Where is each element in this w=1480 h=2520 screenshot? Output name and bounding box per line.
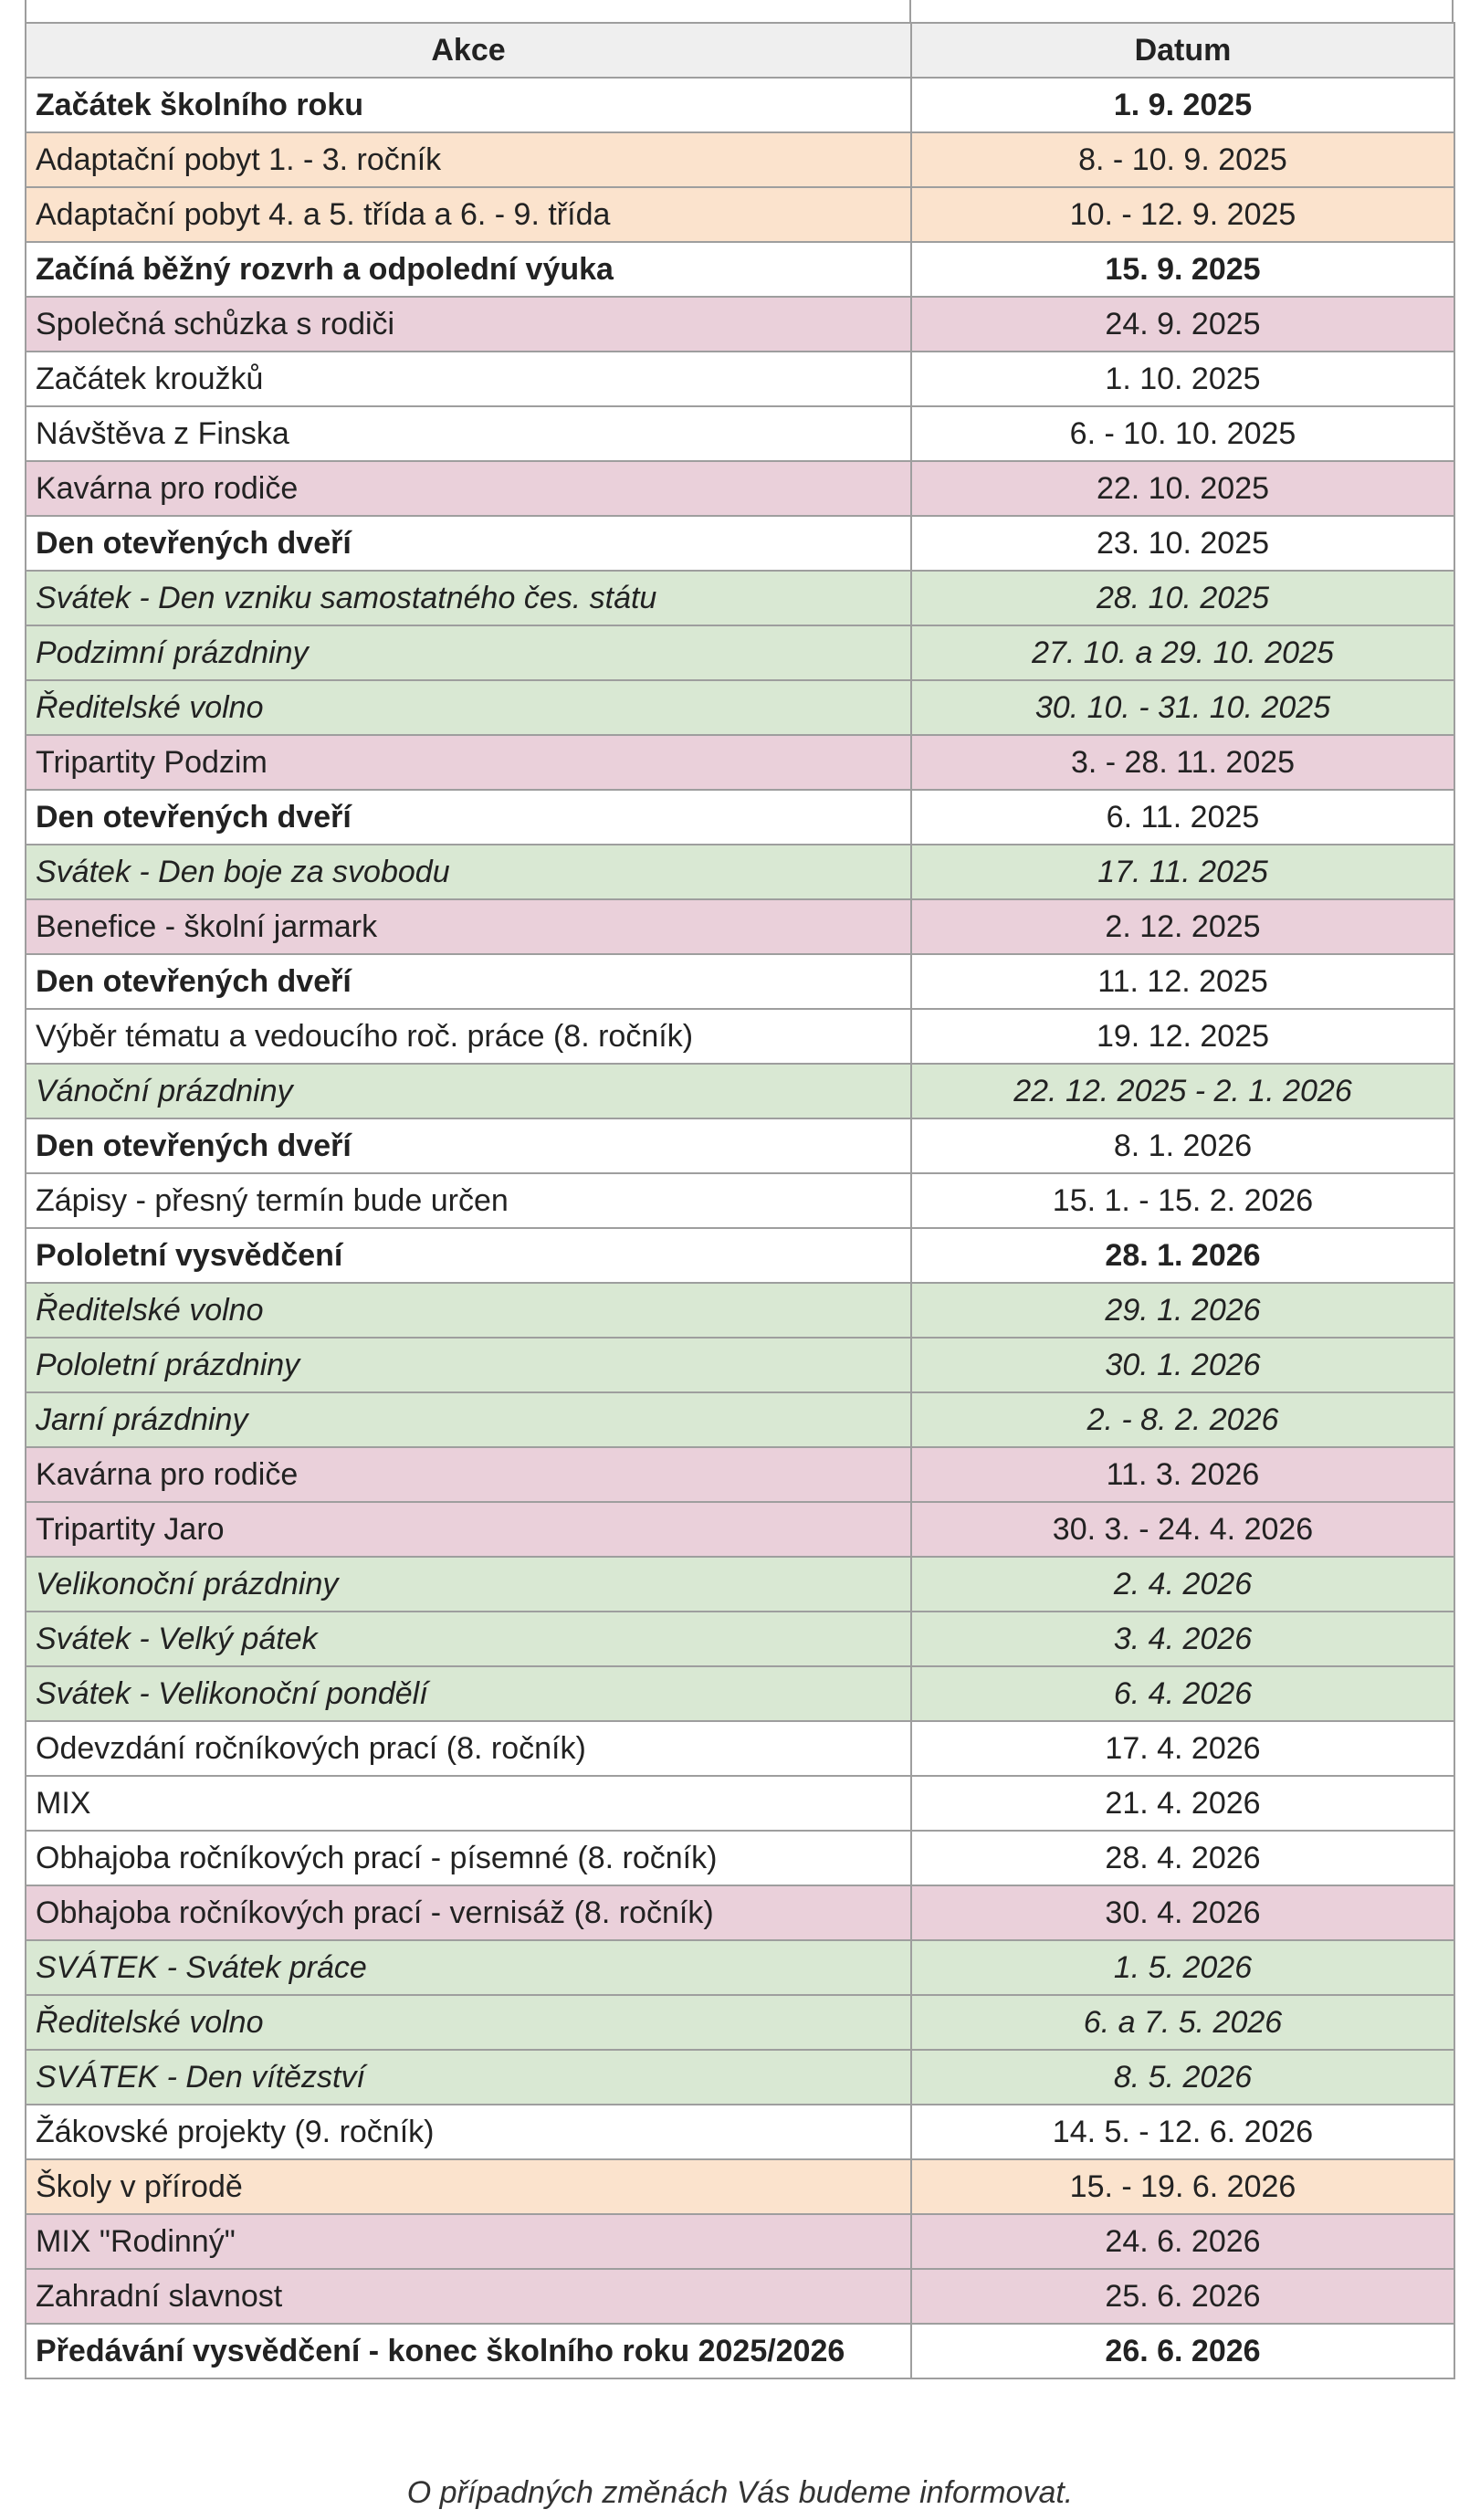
- event-date-cell: 1. 10. 2025: [911, 352, 1454, 406]
- table-row: [26, 406, 1454, 461]
- event-date-cell: 6. a 7. 5. 2026: [911, 1995, 1454, 2050]
- event-name-cell: Den otevřených dveří: [26, 1118, 911, 1173]
- event-name-cell: Ředitelské volno: [26, 1995, 911, 2050]
- event-name-cell: Svátek - Den vzniku samostatného čes. státu: [26, 571, 911, 625]
- event-name-cell: Začátek kroužků: [26, 352, 911, 406]
- event-name-cell: SVÁTEK - Svátek práce: [26, 1940, 911, 1995]
- event-date-cell: 30. 10. - 31. 10. 2025: [911, 680, 1454, 735]
- event-date-cell: 22. 12. 2025 - 2. 1. 2026: [911, 1064, 1454, 1118]
- table-row: [26, 2105, 1454, 2159]
- event-date-cell: 15. 1. - 15. 2. 2026: [911, 1173, 1454, 1228]
- event-name-cell: Začátek školního roku: [26, 78, 911, 132]
- table-row: [26, 1940, 1454, 1995]
- table-row: [26, 78, 1454, 132]
- event-date-cell: 30. 3. - 24. 4. 2026: [911, 1502, 1454, 1557]
- event-date-cell: 8. 5. 2026: [911, 2050, 1454, 2105]
- event-name-cell: Výběr tématu a vedoucího roč. práce (8. ročník): [26, 1009, 911, 1064]
- table-row: [26, 1502, 1454, 1557]
- event-name-cell: Tripartity Podzim: [26, 735, 911, 790]
- event-date-cell: 2. 4. 2026: [911, 1557, 1454, 1612]
- event-date-cell: 11. 12. 2025: [911, 954, 1454, 1009]
- event-name-cell: Svátek - Velikonoční pondělí: [26, 1666, 911, 1721]
- event-name-cell: Zápisy - přesný termín bude určen: [26, 1173, 911, 1228]
- event-date-cell: 2. - 8. 2. 2026: [911, 1392, 1454, 1447]
- table-row: [26, 352, 1454, 406]
- event-date-cell: 17. 4. 2026: [911, 1721, 1454, 1776]
- event-name-cell: Obhajoba ročníkových prací - písemné (8. ročník): [26, 1831, 911, 1885]
- event-date-cell: 10. - 12. 9. 2025: [911, 187, 1454, 242]
- table-row: [26, 1612, 1454, 1666]
- event-name-cell: Adaptační pobyt 1. - 3. ročník: [26, 132, 911, 187]
- table-row: [26, 790, 1454, 845]
- event-date-cell: 1. 5. 2026: [911, 1940, 1454, 1995]
- event-name-cell: Školy v přírodě: [26, 2159, 911, 2214]
- table-row: [26, 1009, 1454, 1064]
- table-row: [26, 845, 1454, 899]
- event-name-cell: Pololetní vysvědčení: [26, 1228, 911, 1283]
- event-date-cell: 30. 4. 2026: [911, 1885, 1454, 1940]
- table-top-cell-datum: [911, 0, 1452, 22]
- event-name-cell: Ředitelské volno: [26, 680, 911, 735]
- event-date-cell: 24. 9. 2025: [911, 297, 1454, 352]
- event-name-cell: Začíná běžný rozvrh a odpolední výuka: [26, 242, 911, 297]
- event-date-cell: 28. 1. 2026: [911, 1228, 1454, 1283]
- table-row: [26, 1228, 1454, 1283]
- event-date-cell: 3. 4. 2026: [911, 1612, 1454, 1666]
- table-row: [26, 1885, 1454, 1940]
- table-header-row: [26, 23, 1454, 78]
- event-name-cell: Vánoční prázdniny: [26, 1064, 911, 1118]
- event-date-cell: 15. - 19. 6. 2026: [911, 2159, 1454, 2214]
- table-row: [26, 1721, 1454, 1776]
- table-row: [26, 1995, 1454, 2050]
- event-date-cell: 2. 12. 2025: [911, 899, 1454, 954]
- event-date-cell: 28. 4. 2026: [911, 1831, 1454, 1885]
- event-date-cell: 28. 10. 2025: [911, 571, 1454, 625]
- event-name-cell: Adaptační pobyt 4. a 5. třída a 6. - 9. třída: [26, 187, 911, 242]
- table-row: [26, 625, 1454, 680]
- table-row: [26, 954, 1454, 1009]
- column-header-datum: Datum: [911, 23, 1454, 78]
- event-date-cell: 19. 12. 2025: [911, 1009, 1454, 1064]
- table-row: [26, 2269, 1454, 2324]
- table-row: [26, 1283, 1454, 1338]
- table-row: [26, 1173, 1454, 1228]
- events-table-body: [26, 78, 1454, 2378]
- table-row: [26, 2214, 1454, 2269]
- event-date-cell: 14. 5. - 12. 6. 2026: [911, 2105, 1454, 2159]
- event-date-cell: 23. 10. 2025: [911, 516, 1454, 571]
- event-name-cell: Den otevřených dveří: [26, 516, 911, 571]
- table-row: [26, 1338, 1454, 1392]
- event-date-cell: 11. 3. 2026: [911, 1447, 1454, 1502]
- table-row: [26, 1831, 1454, 1885]
- event-name-cell: Ředitelské volno: [26, 1283, 911, 1338]
- event-name-cell: Pololetní prázdniny: [26, 1338, 911, 1392]
- event-name-cell: Svátek - Velký pátek: [26, 1612, 911, 1666]
- table-row: [26, 461, 1454, 516]
- table-row: [26, 571, 1454, 625]
- table-row: [26, 899, 1454, 954]
- table-row: [26, 1776, 1454, 1831]
- event-date-cell: 27. 10. a 29. 10. 2025: [911, 625, 1454, 680]
- table-row: [26, 2050, 1454, 2105]
- table-row: [26, 2324, 1454, 2378]
- event-name-cell: Odevzdání ročníkových prací (8. ročník): [26, 1721, 911, 1776]
- event-date-cell: 24. 6. 2026: [911, 2214, 1454, 2269]
- event-date-cell: 6. 4. 2026: [911, 1666, 1454, 1721]
- table-top-continuation: [25, 0, 1454, 22]
- event-date-cell: 6. 11. 2025: [911, 790, 1454, 845]
- event-date-cell: 25. 6. 2026: [911, 2269, 1454, 2324]
- footnote: O případných změnách Vás budeme informovat.: [406, 2475, 1074, 2510]
- event-date-cell: 29. 1. 2026: [911, 1283, 1454, 1338]
- event-name-cell: Zahradní slavnost: [26, 2269, 911, 2324]
- event-date-cell: 3. - 28. 11. 2025: [911, 735, 1454, 790]
- table-row: [26, 1666, 1454, 1721]
- event-date-cell: 17. 11. 2025: [911, 845, 1454, 899]
- event-name-cell: SVÁTEK - Den vítězství: [26, 2050, 911, 2105]
- school-year-events-table: [25, 22, 1455, 2379]
- event-name-cell: MIX: [26, 1776, 911, 1831]
- table-row: [26, 242, 1454, 297]
- event-name-cell: Kavárna pro rodiče: [26, 461, 911, 516]
- event-date-cell: 8. 1. 2026: [911, 1118, 1454, 1173]
- event-name-cell: Žákovské projekty (9. ročník): [26, 2105, 911, 2159]
- event-name-cell: Kavárna pro rodiče: [26, 1447, 911, 1502]
- table-row: [26, 297, 1454, 352]
- table-row: [26, 680, 1454, 735]
- table-row: [26, 132, 1454, 187]
- table-row: [26, 1392, 1454, 1447]
- event-name-cell: Předávání vysvědčení - konec školního roku 2025/2026: [26, 2324, 911, 2378]
- table-row: [26, 1064, 1454, 1118]
- events-table-wrapper: [25, 0, 1454, 2379]
- event-date-cell: 30. 1. 2026: [911, 1338, 1454, 1392]
- table-row: [26, 1118, 1454, 1173]
- event-name-cell: Den otevřených dveří: [26, 954, 911, 1009]
- event-date-cell: 26. 6. 2026: [911, 2324, 1454, 2378]
- column-header-akce: Akce: [26, 23, 911, 78]
- table-row: [26, 735, 1454, 790]
- event-date-cell: 22. 10. 2025: [911, 461, 1454, 516]
- event-date-cell: 15. 9. 2025: [911, 242, 1454, 297]
- event-date-cell: 8. - 10. 9. 2025: [911, 132, 1454, 187]
- table-row: [26, 1557, 1454, 1612]
- event-name-cell: Podzimní prázdniny: [26, 625, 911, 680]
- event-name-cell: Svátek - Den boje za svobodu: [26, 845, 911, 899]
- event-name-cell: MIX "Rodinný": [26, 2214, 911, 2269]
- event-name-cell: Velikonoční prázdniny: [26, 1557, 911, 1612]
- table-row: [26, 516, 1454, 571]
- table-row: [26, 1447, 1454, 1502]
- event-name-cell: Den otevřených dveří: [26, 790, 911, 845]
- table-row: [26, 187, 1454, 242]
- event-name-cell: Jarní prázdniny: [26, 1392, 911, 1447]
- table-top-cell-akce: [26, 0, 911, 22]
- event-name-cell: Společná schůzka s rodiči: [26, 297, 911, 352]
- event-name-cell: Obhajoba ročníkových prací - vernisáž (8. ročník): [26, 1885, 911, 1940]
- event-name-cell: Návštěva z Finska: [26, 406, 911, 461]
- event-name-cell: Tripartity Jaro: [26, 1502, 911, 1557]
- event-name-cell: Benefice - školní jarmark: [26, 899, 911, 954]
- table-row: [26, 2159, 1454, 2214]
- event-date-cell: 1. 9. 2025: [911, 78, 1454, 132]
- event-date-cell: 21. 4. 2026: [911, 1776, 1454, 1831]
- event-date-cell: 6. - 10. 10. 2025: [911, 406, 1454, 461]
